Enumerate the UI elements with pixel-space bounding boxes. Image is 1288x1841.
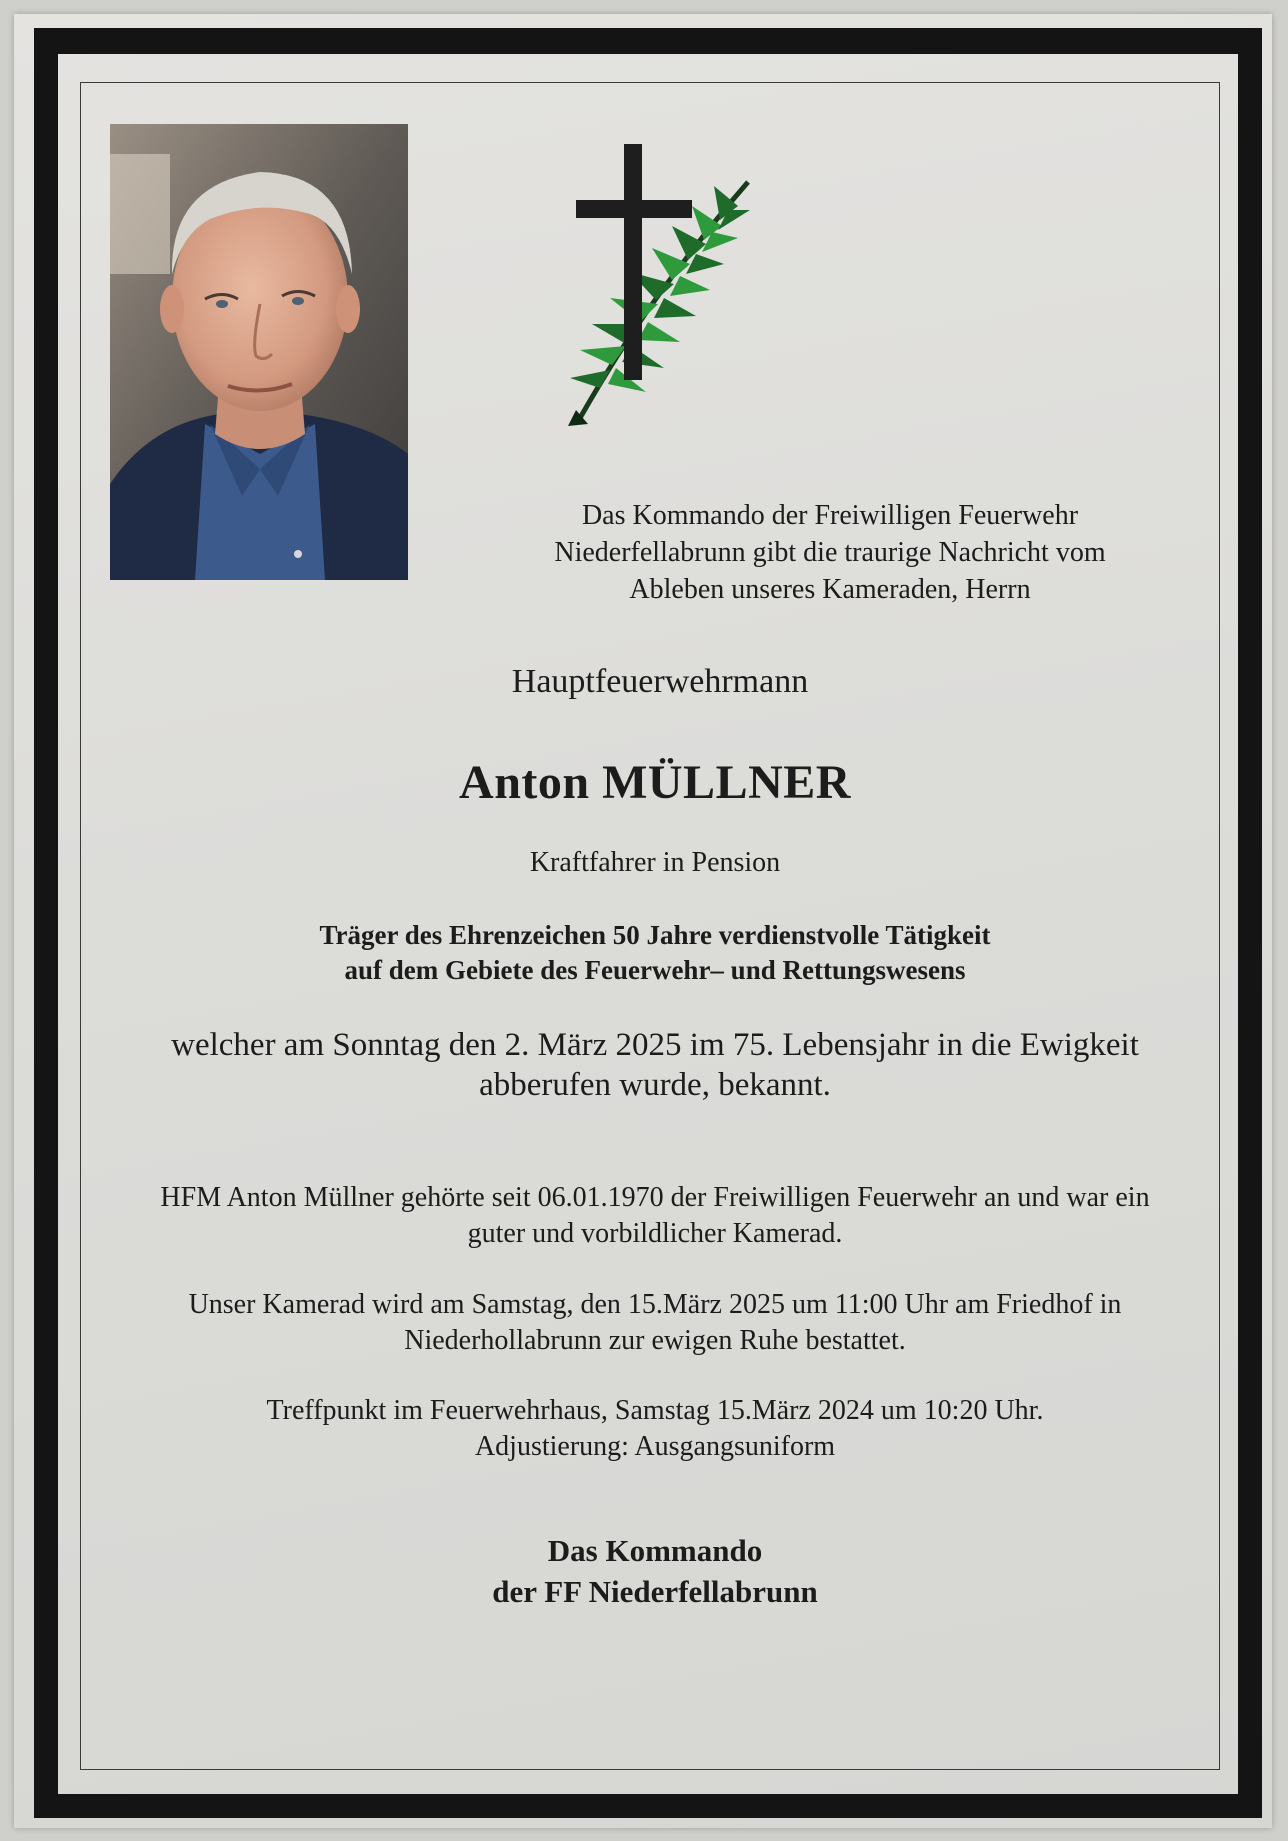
rank-title: Hauptfeuerwehrmann — [511, 663, 809, 700]
honor-line: auf dem Gebiete des Feuerwehr– und Rettungswesens — [344, 955, 966, 985]
funeral-line: Niederhollabrunn zur ewigen Ruhe bestattet. — [404, 1325, 906, 1356]
signoff-text — [90, 1530, 1220, 1612]
cross-with-palm-frond-icon — [560, 140, 760, 430]
membership-line: HFM Anton Müllner gehörte seit 06.01.1970 der Freiwilligen Feuerwehr an und war ein — [160, 1182, 1150, 1213]
signoff-line: Das Kommando — [547, 1533, 763, 1568]
announcement-line: Niederfellabrunn gibt die traurige Nachricht vom — [554, 537, 1106, 568]
announcement-text — [480, 497, 1180, 608]
meeting-line: Adjustierung: Ausgangsuniform — [474, 1431, 836, 1462]
membership-line: guter und vorbildlicher Kamerad. — [467, 1218, 843, 1249]
death-notice-line: welcher am Sonntag den 2. März 2025 im 75. Lebensjahr in die Ewigkeit — [171, 1027, 1139, 1063]
deceased-name: Anton MÜLLNER — [459, 756, 851, 809]
announcement-line: Ableben unseres Kameraden, Herrn — [629, 574, 1031, 605]
portrait-photo — [110, 124, 408, 580]
announcement-line: Das Kommando der Freiwilligen Feuerwehr — [581, 500, 1079, 531]
honor-text — [90, 918, 1220, 988]
signoff-line: der FF Niederfellabrunn — [492, 1574, 818, 1609]
meeting-line: Treffpunkt im Feuerwehrhaus, Samstag 15.März 2024 um 10:20 Uhr. — [266, 1395, 1044, 1426]
honor-line: Träger des Ehrenzeichen 50 Jahre verdienstvolle Tätigkeit — [319, 920, 991, 950]
death-notice-line: abberufen wurde, bekannt. — [479, 1067, 831, 1103]
funeral-paragraph — [90, 1287, 1220, 1359]
profession-text: Kraftfahrer in Pension — [529, 847, 781, 878]
funeral-line: Unser Kamerad wird am Samstag, den 15.März 2025 um 11:00 Uhr am Friedhof in — [188, 1289, 1122, 1320]
death-notice — [90, 1025, 1220, 1105]
membership-paragraph — [90, 1180, 1220, 1252]
meeting-paragraph — [90, 1393, 1220, 1465]
